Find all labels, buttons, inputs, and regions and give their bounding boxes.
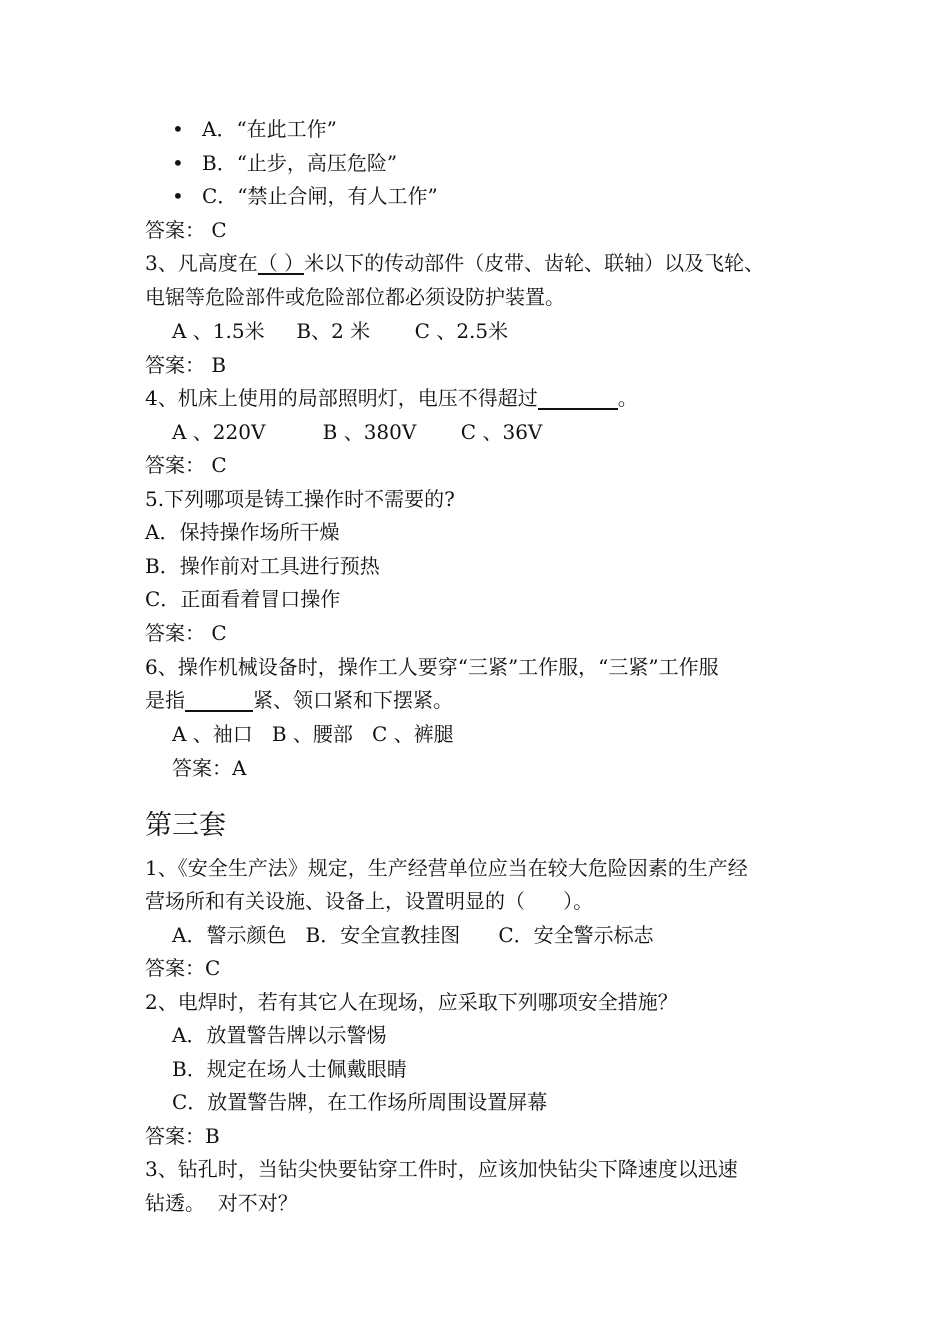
bullet-icon: • [172, 184, 184, 208]
question-line: 5.下列哪项是铸工操作时不需要的? [145, 487, 455, 511]
answer-blank [538, 386, 618, 410]
question-line: 3、凡高度在（ ）米以下的传动部件（皮带、齿轮、联轴）以及飞轮、 [145, 251, 765, 275]
options-line: A 、袖口 B 、腰部 C 、裤腿 [172, 722, 454, 746]
answer-blank: （ ） [257, 251, 305, 275]
answer-line: 答案： B [145, 353, 227, 377]
bullet-icon: • [172, 151, 184, 175]
options-line: A 、1.5米 B、2 米 C 、2.5米 [172, 319, 509, 343]
answer-line: 答案： C [145, 621, 227, 645]
options-line: A．警示颜色 B．安全宣教挂图 C．安全警示标志 [172, 923, 654, 947]
answer-line: 答案：C [145, 956, 221, 980]
option-line: • A．“在此工作” [172, 117, 337, 141]
question-line: 2、电焊时，若有其它人在现场，应采取下列哪项安全措施？ [145, 990, 678, 1014]
option-line: C．放置警告牌，在工作场所周围设置屏幕 [172, 1090, 548, 1114]
question-line: 营场所和有关设施、设备上，设置明显的（ ）。 [145, 889, 594, 913]
option-line: • C．“禁止合闸，有人工作” [172, 184, 438, 208]
bullet-icon: • [172, 117, 184, 141]
option-line: • B．“止步，高压危险” [172, 151, 398, 175]
section-heading: 第三套 [145, 810, 226, 841]
question-line: 电锯等危险部件或危险部位都必须设防护装置。 [145, 285, 565, 309]
option-line: B．操作前对工具进行预热 [145, 554, 380, 578]
answer-blank [185, 688, 253, 712]
question-line: 6、操作机械设备时，操作工人要穿“三紧”工作服，“三紧”工作服 [145, 655, 719, 679]
answer-line: 答案： C [145, 218, 227, 242]
option-line: C．正面看着冒口操作 [145, 587, 341, 611]
question-line: 钻透。 对不对？ [145, 1191, 298, 1215]
answer-line: 答案：A [172, 756, 247, 780]
options-line: A 、220V B 、380V C 、36V [172, 420, 543, 444]
question-line: 4、机床上使用的局部照明灯，电压不得超过 。 [145, 386, 638, 410]
question-line: 是指 紧、领口紧和下摆紧。 [145, 688, 453, 712]
option-line: B．规定在场人士佩戴眼睛 [172, 1057, 407, 1081]
question-line: 1、《安全生产法》规定，生产经营单位应当在较大危险因素的生产经 [145, 856, 748, 880]
question-line: 3、钻孔时，当钻尖快要钻穿工件时，应该加快钻尖下降速度以迅速 [145, 1157, 738, 1181]
option-line: A．放置警告牌以示警惕 [172, 1023, 387, 1047]
answer-line: 答案：B [145, 1124, 220, 1148]
answer-line: 答案： C [145, 453, 227, 477]
option-line: A．保持操作场所干燥 [145, 520, 340, 544]
